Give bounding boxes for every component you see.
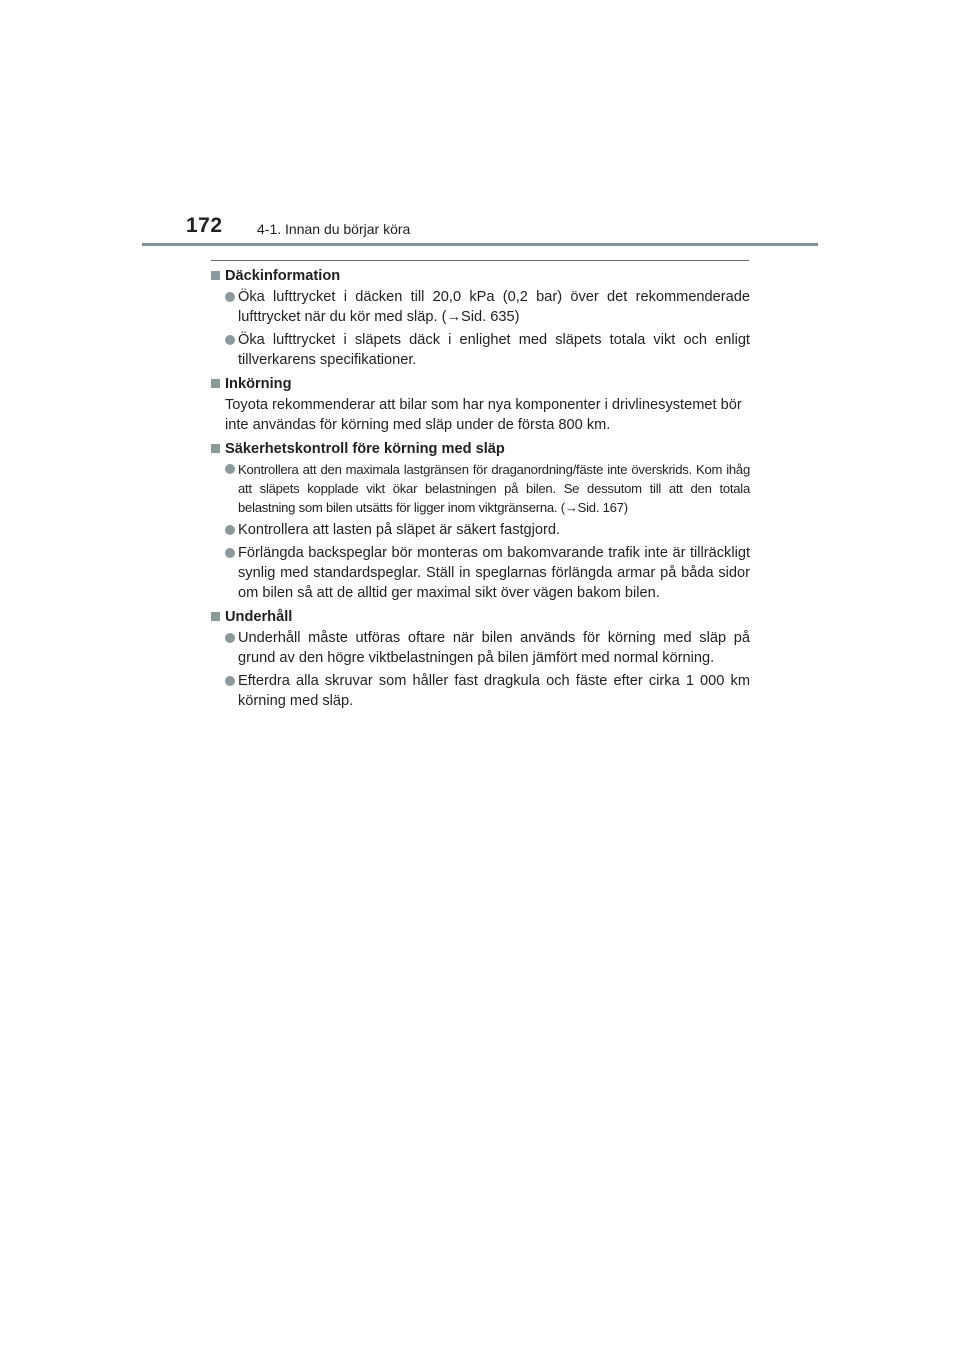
section-heading-underhall: [210, 607, 750, 627]
bullet-text: Kontrollera att den maximala lastgränsen för draganordning/fäste inte överskrids. Kom ihåg att släpets kopplade vikt ökar belastningen på bilen. Se dessutom till att den totala belastning som bilen utsätts för ligger inom viktgränserna. (→Sid. 167): [238, 462, 750, 515]
round-bullet-icon: [225, 525, 235, 535]
bullet-text: Efterdra alla skruvar som håller fast dragkula och fäste efter cirka 1 000 km körning med släp.: [238, 673, 750, 709]
content-divider: [211, 260, 749, 261]
square-bullet-icon: [211, 379, 220, 388]
square-bullet-icon: [211, 612, 220, 621]
bullet-item: [210, 671, 750, 711]
round-bullet-icon: [225, 633, 235, 643]
bullet-text: Förlängda backspeglar bör monteras om bakomvarande trafik inte är tillräckligt synlig med standardspeglar. Ställ in speglarnas förlängda armar på båda sidor om bilen så att de alltid ger maximal sikt över vägen bakom bilen.: [238, 545, 750, 601]
bullet-text: Öka lufttrycket i släpets däck i enlighet med släpets totala vikt och enligt tillverkarens specifikationer.: [238, 332, 750, 368]
page-content: [210, 266, 750, 714]
section-heading-sakerhetskontroll: [210, 439, 750, 459]
section-heading-text: Inkörning: [225, 376, 292, 392]
section-heading-text: Underhåll: [225, 609, 293, 625]
bullet-item: [210, 330, 750, 370]
round-bullet-icon: [225, 676, 235, 686]
section-title: 4-1. Innan du börjar köra: [257, 221, 411, 237]
round-bullet-icon: [225, 292, 235, 302]
section-heading-inkorning: [210, 374, 750, 394]
bullet-item: [210, 520, 750, 540]
bullet-item: [210, 287, 750, 327]
bullet-item: [210, 460, 750, 517]
round-bullet-icon: [225, 548, 235, 558]
round-bullet-icon: [225, 464, 235, 474]
bullet-text: Kontrollera att lasten på släpet är säkert fastgjord.: [238, 522, 561, 538]
bullet-text: Underhåll måste utföras oftare när bilen används för körning med släp på grund av den högre viktbelastningen på bilen jämfört med normal körning.: [238, 630, 750, 666]
section-heading-text: Däckinformation: [225, 268, 341, 284]
section-paragraph: Toyota rekommenderar att bilar som har nya komponenter i drivlinesystemet bör inte användas för körning med släp under de första 800 km.: [225, 397, 742, 433]
header-divider: [142, 243, 818, 246]
section-heading-text: Säkerhetskontroll före körning med släp: [225, 441, 505, 457]
bullet-item: [210, 543, 750, 603]
page-number: 172: [186, 214, 223, 237]
page-header: [0, 0, 960, 250]
square-bullet-icon: [211, 271, 220, 280]
bullet-text: Öka lufttrycket i däcken till 20,0 kPa (0,2 bar) över det rekommenderade lufttrycket när du kör med släp. (→Sid. 635): [238, 289, 750, 325]
square-bullet-icon: [211, 444, 220, 453]
section-heading-dackinformation: [210, 266, 750, 286]
bullet-item: [210, 628, 750, 668]
round-bullet-icon: [225, 335, 235, 345]
